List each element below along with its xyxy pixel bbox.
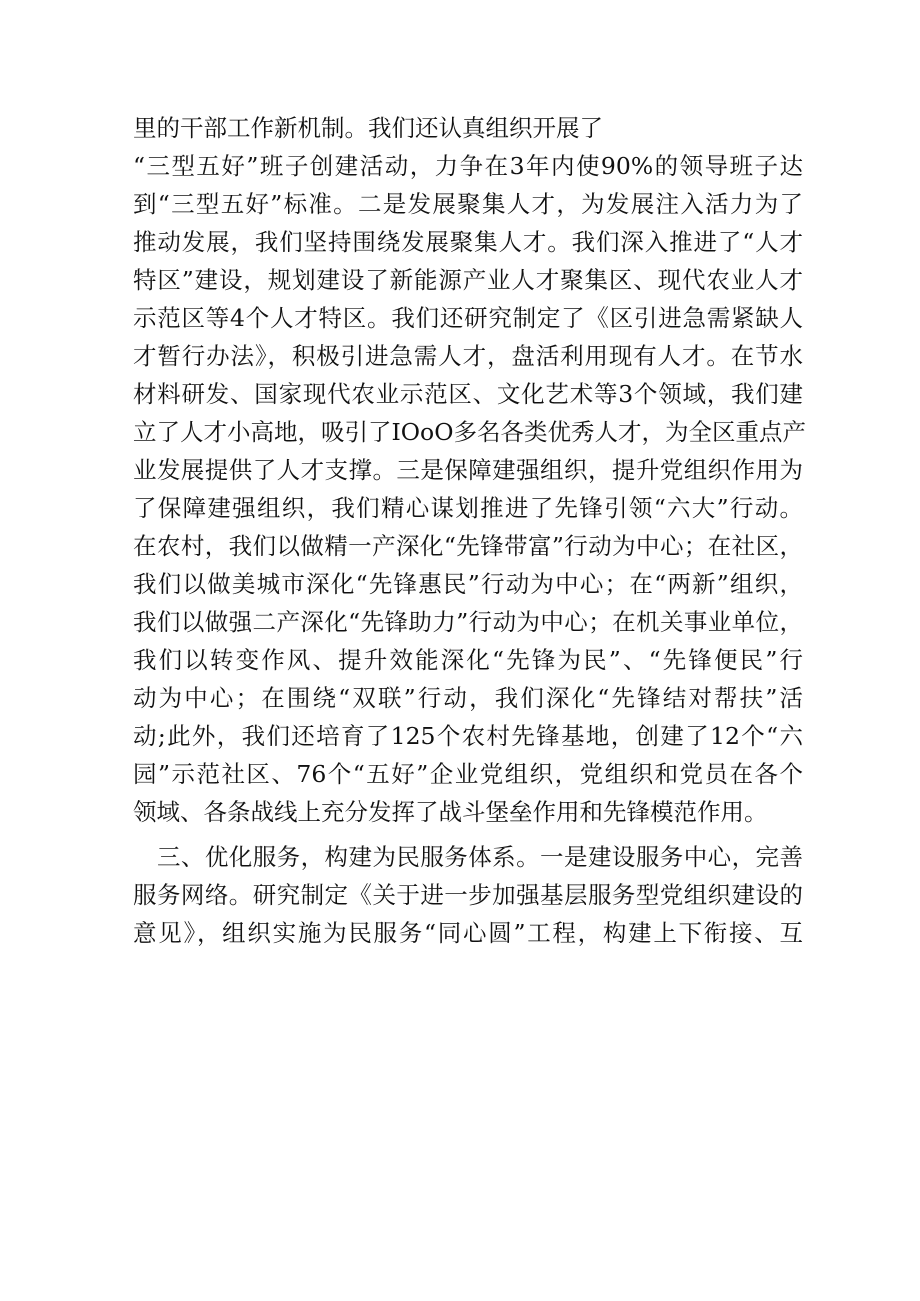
text-line-6: 示范区等4个人才特区。我们还研究制定了《区引进急需紧缺人 [133, 304, 803, 332]
text-line-2: “三型五好”班子创建活动，力争在3年内使90%的领导班子达 [133, 152, 803, 180]
text-line-14: 我们以做强二产深化“先锋助力”行动为中心；在机关事业单位， [133, 608, 803, 636]
text-line-3: 到“三型五好”标准。二是发展聚集人才，为发展注入活力为了 [133, 190, 803, 218]
text-line-1: 里的干部工作新机制。我们还认真组织开展了 [133, 114, 603, 142]
text-line-21: 服务网络。研究制定《关于进一步加强基层服务型党组织建设的 [133, 881, 803, 909]
text-line-18: 园”示范社区、76个“五好”企业党组织，党组织和党员在各个 [133, 760, 803, 788]
text-line-7: 才暂行办法》，积极引进急需人才，盘活利用现有人才。在节水 [133, 342, 803, 370]
text-line-5: 特区”建设，规划建设了新能源产业人才聚集区、现代农业人才 [133, 266, 803, 294]
text-line-12: 在农村，我们以做精一产深化“先锋带富”行动为中心；在社区， [133, 532, 803, 560]
text-line-17: 动;此外，我们还培育了125个农村先锋基地，创建了12个“六 [133, 722, 803, 750]
text-line-4: 推动发展，我们坚持围绕发展聚集人才。我们深入推进了“人才 [133, 228, 803, 256]
text-line-22: 意见》，组织实施为民服务“同心圆”工程，构建上下衔接、互 [133, 919, 803, 947]
text-line-15: 我们以转变作风、提升效能深化“先锋为民”、“先锋便民”行 [133, 646, 803, 674]
text-line-16: 动为中心；在围绕“双联”行动，我们深化“先锋结对帮扶”活 [133, 684, 803, 712]
document-body [133, 109, 806, 952]
text-line-8: 材料研发、国家现代农业示范区、文化艺术等3个领域，我们建 [133, 380, 803, 408]
text-line-9: 立了人才小高地，吸引了IOoO多名各类优秀人才，为全区重点产 [133, 418, 806, 446]
text-line-10: 业发展提供了人才支撑。三是保障建强组织，提升党组织作用为 [133, 456, 803, 484]
text-line-20: 三、优化服务，构建为民服务体系。一是建设服务中心，完善 [133, 843, 803, 871]
text-line-11: 了保障建强组织，我们精心谋划推进了先锋引领“六大”行动。 [133, 494, 803, 522]
text-line-13: 我们以做美城市深化“先锋惠民”行动为中心；在“两新”组织， [133, 570, 803, 598]
text-line-19: 领域、各条战线上充分发挥了战斗堡垒作用和先锋模范作用。 [133, 798, 768, 826]
